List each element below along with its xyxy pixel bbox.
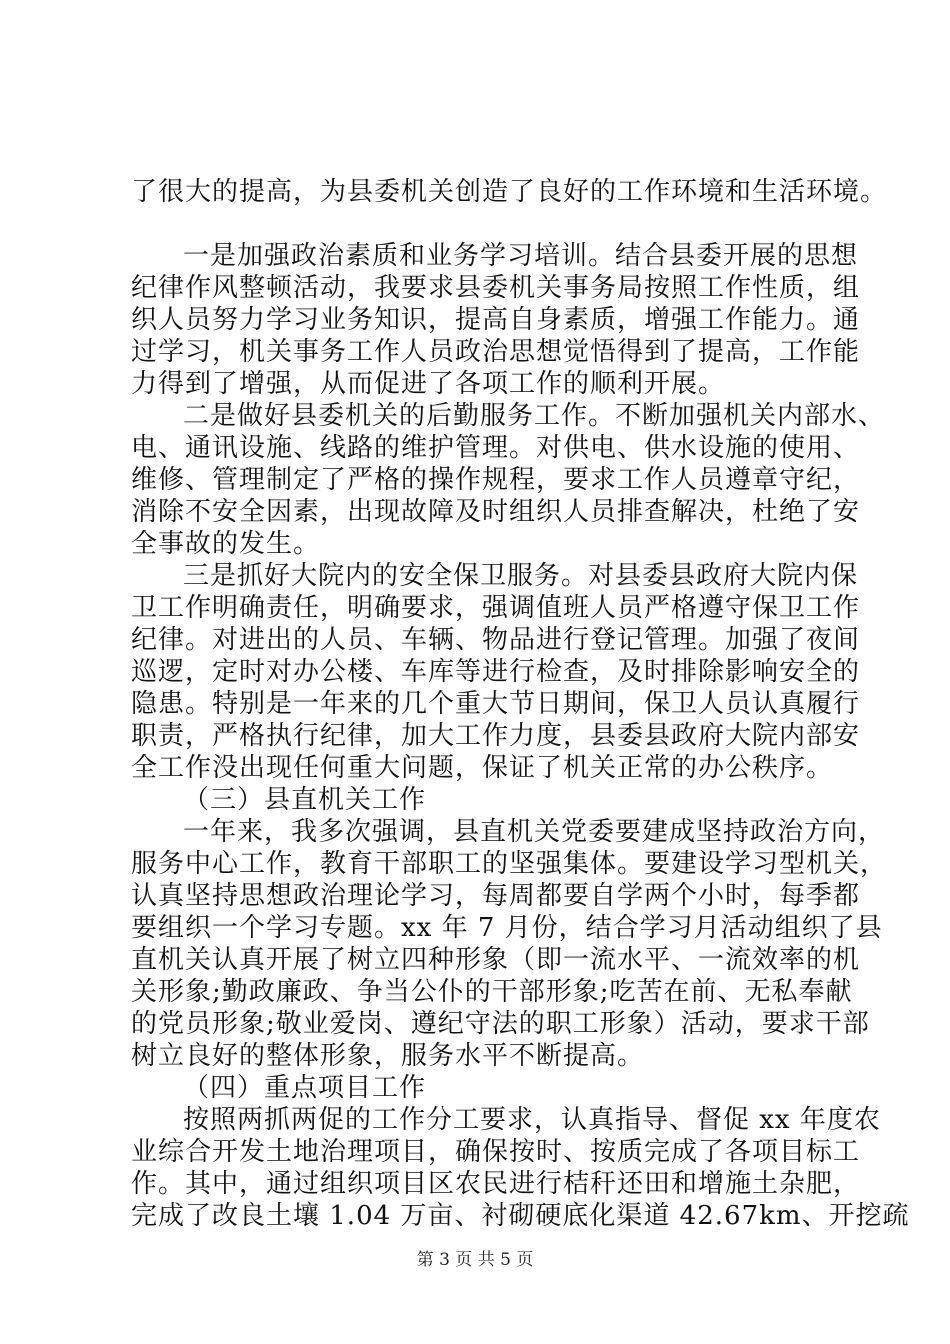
paragraph-line: 完成了改良土壤 1.04 万亩、衬砌硬底化渠道 42.67km、开挖疏 [131,1201,910,1231]
paragraph-line: 服务中心工作，教育干部职工的坚强集体。要建设学习型机关， [131,849,888,879]
paragraph-line: 二是做好县委机关的后勤服务工作。不断加强机关内部水、 [183,401,886,431]
paragraph-line: 业综合开发土地治理项目，确保按时、按质完成了各项目标工 [131,1137,861,1167]
paragraph-line: 隐患。特别是一年来的几个重大节日期间，保卫人员认真履行 [131,689,861,719]
page-footer: 第 3 页 共 5 页 [416,1250,534,1270]
paragraph-line: 消除不安全因素，出现故障及时组织人员排查解决，杜绝了安 [131,497,861,527]
paragraph-line: 全事故的发生。 [131,529,321,559]
paragraph-line: 要组织一个学习专题。xx 年 7 月份，结合学习月活动组织了县 [131,913,883,943]
paragraph-line: 一是加强政治素质和业务学习培训。结合县委开展的思想 [183,241,859,271]
section-heading: （四）重点项目工作 [183,1073,427,1103]
paragraph-line: 一年来，我多次强调，县直机关党委要建成坚持政治方向， [183,817,886,847]
paragraph-line: 卫工作明确责任，明确要求，强调值班人员严格遵守保卫工作 [131,593,861,623]
paragraph-line: 全工作没出现任何重大问题，保证了机关正常的办公秩序。 [131,753,834,783]
paragraph-line: 关形象;勤政廉政、争当公仆的干部形象;吃苦在前、无私奉献 [131,977,853,1007]
paragraph-line: 过学习，机关事务工作人员政治思想觉悟得到了提高，工作能 [131,337,861,367]
paragraph-line: 直机关认真开展了树立四种形象（即一流水平、一流效率的机 [131,945,861,975]
paragraph-line: 的党员形象;敬业爱岗、遵纪守法的职工形象）活动，要求干部 [131,1009,870,1039]
paragraph-line: 认真坚持思想政治理论学习，每周都要自学两个小时，每季都 [131,881,861,911]
paragraph-line: 纪律作风整顿活动，我要求县委机关事务局按照工作性质，组 [131,273,861,303]
paragraph-line: 三是抓好大院内的安全保卫服务。对县委县政府大院内保 [183,561,859,591]
paragraph-line: 电、通讯设施、线路的维护管理。对供电、供水设施的使用、 [131,433,861,463]
paragraph-line: 纪律。对进出的人员、车辆、物品进行登记管理。加强了夜间 [131,625,861,655]
paragraph-line: 维修、管理制定了严格的操作规程，要求工作人员遵章守纪， [131,465,861,495]
paragraph-line: 力得到了增强，从而促进了各项工作的顺利开展。 [131,369,726,399]
paragraph-line: 了很大的提高，为县委机关创造了良好的工作环境和生活环境。 [131,177,888,207]
paragraph-line: 织人员努力学习业务知识，提高自身素质，增强工作能力。通 [131,305,861,335]
paragraph-line: 树立良好的整体形象，服务水平不断提高。 [131,1041,645,1071]
section-heading: （三）县直机关工作 [183,785,427,815]
paragraph-line: 作。其中，通过组织项目区农民进行桔秆还田和增施土杂肥， [131,1169,861,1199]
paragraph-line: 职责，严格执行纪律，加大工作力度，县委县政府大院内部安 [131,721,861,751]
paragraph-line: 按照两抓两促的工作分工要求，认真指导、督促 xx 年度农 [183,1105,881,1135]
paragraph-line: 巡逻，定时对办公楼、车库等进行检查，及时排除影响安全的 [131,657,861,687]
